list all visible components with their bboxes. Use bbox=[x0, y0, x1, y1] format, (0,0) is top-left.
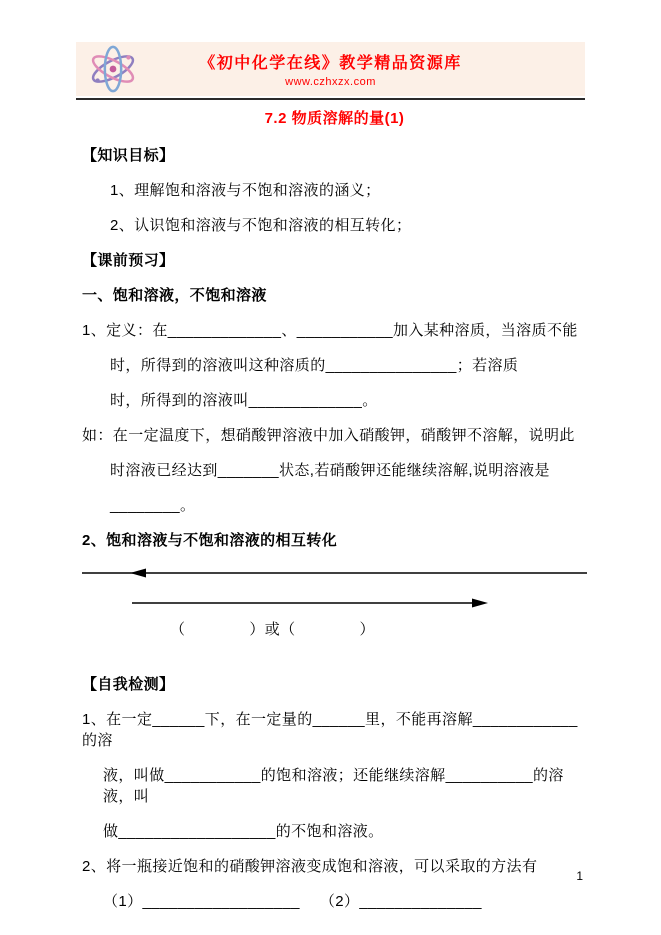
site-brand-title: 《初中化学在线》教学精品资源库 bbox=[199, 55, 462, 72]
preview-heading: 【课前预习】 bbox=[82, 252, 175, 269]
left-arrow-icon bbox=[130, 569, 146, 578]
self-test-q1-line-1: 1、在一定______下，在一定量的______里，不能再溶解____________的溶 bbox=[82, 711, 578, 749]
site-header-banner bbox=[76, 42, 585, 96]
self-test-q2-line-2: （1）__________________ （2）______________ bbox=[103, 893, 482, 910]
definition-line-1: 1、定义：在_____________、___________加入某种溶质，当溶质不能 bbox=[82, 322, 578, 339]
page-number: 1 bbox=[576, 869, 583, 883]
knowledge-goal-item: 2、认识饱和溶液与不饱和溶液的相互转化； bbox=[110, 217, 412, 234]
subsection2-heading: 2、饱和溶液与不饱和溶液的相互转化 bbox=[82, 532, 338, 549]
worksheet-body bbox=[82, 107, 587, 926]
header-divider bbox=[76, 98, 585, 100]
self-test-heading: 【自我检测】 bbox=[82, 676, 175, 693]
subsection1-heading: 一、饱和溶液，不饱和溶液 bbox=[82, 287, 267, 304]
atom-logo-icon bbox=[84, 44, 142, 94]
conversion-arrows-diagram bbox=[82, 565, 587, 613]
self-test-q2-line-1: 2、将一瓶接近饱和的硝酸钾溶液变成饱和溶液，可以采取的方法有 bbox=[82, 858, 538, 875]
banner-text-block bbox=[142, 50, 519, 88]
knowledge-goals-heading: 【知识目标】 bbox=[82, 147, 175, 164]
knowledge-goal-item: 1、理解饱和溶液与不饱和溶液的涵义； bbox=[110, 182, 381, 199]
example-line-2: 时溶液已经达到_______状态,若硝酸钾还能继续溶解,说明溶液是 bbox=[110, 462, 550, 479]
site-url: www.czhxzx.com bbox=[285, 76, 376, 88]
definition-line-3: 时，所得到的溶液叫_____________。 bbox=[110, 392, 378, 409]
conversion-condition-blanks: （ ）或（ ） bbox=[170, 621, 375, 638]
self-test-q1-line-3: 做__________________的不饱和溶液。 bbox=[103, 823, 384, 840]
definition-line-2: 时，所得到的溶液叫这种溶质的_______________；若溶质 bbox=[110, 357, 519, 374]
example-line-1: 如：在一定温度下，想硝酸钾溶液中加入硝酸钾，硝酸钾不溶解，说明此 bbox=[82, 427, 575, 444]
example-line-3: ________。 bbox=[110, 497, 196, 514]
right-arrow-icon bbox=[472, 599, 488, 608]
self-test-q1-line-2: 液，叫做___________的饱和溶液；还能继续溶解__________的溶液，叫 bbox=[103, 767, 564, 805]
page-title: 7.2 物质溶解的量(1) bbox=[264, 110, 405, 127]
